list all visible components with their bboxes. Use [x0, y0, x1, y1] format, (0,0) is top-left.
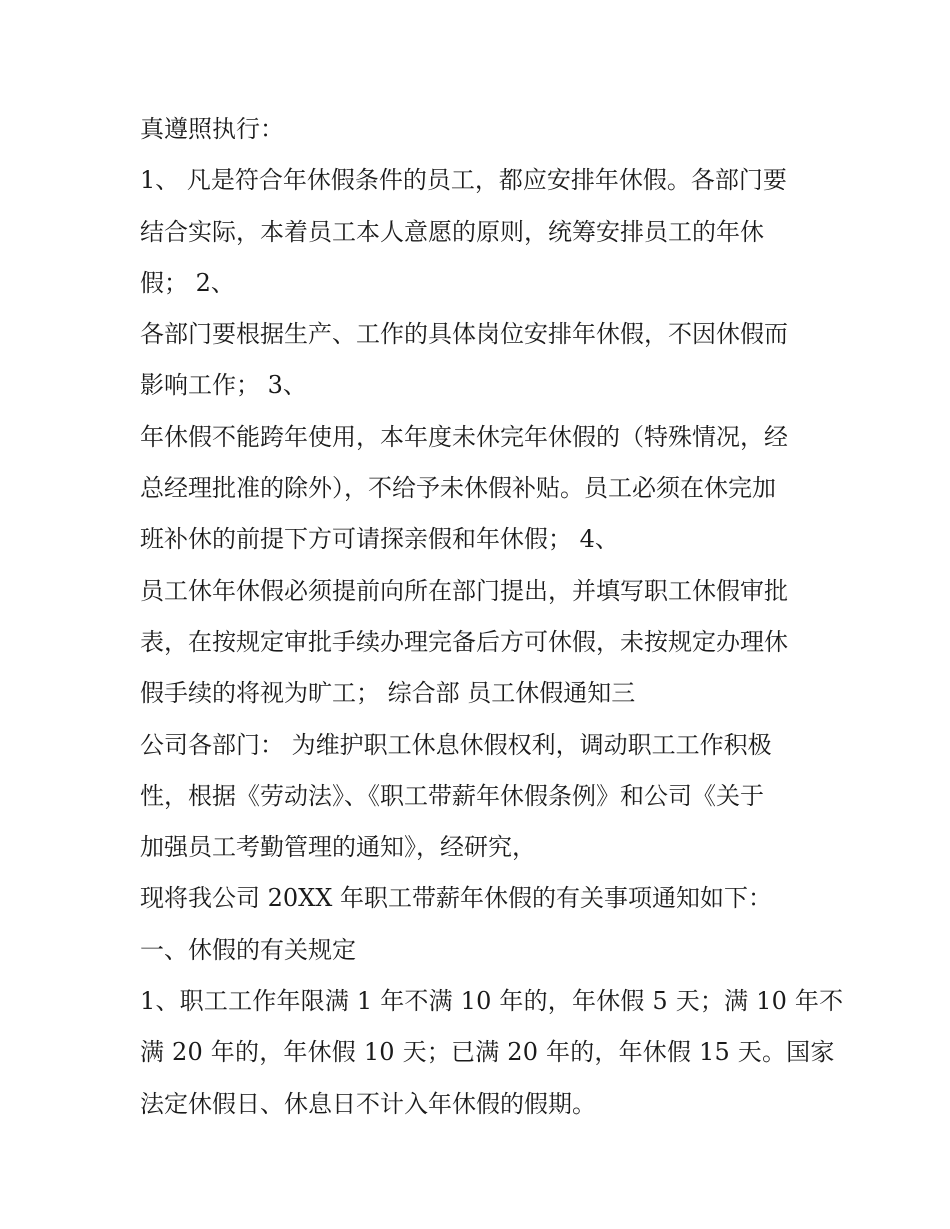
section-heading: 一、休假的有关规定 [140, 935, 356, 964]
text-line: 加强员工考勤管理的通知》，经研究， [140, 833, 536, 862]
text-line: 公司各部门： 为维护职工休息休假权利，调动职工工作积极 [140, 730, 772, 759]
text-line: 1、职工工作年限满 1 年不满 10 年的，年休假 5 天；满 10 年不 [140, 987, 844, 1016]
text-line: 现将我公司 20XX 年职工带薪年休假的有关事项通知如下： [140, 884, 772, 913]
text-line: 班补休的前提下方可请探亲假和年休假； 4、 [140, 525, 619, 554]
text-line: 表，在按规定审批手续办理完备后方可休假，未按规定办理休 [140, 627, 788, 656]
text-line: 各部门要根据生产、工作的具体岗位安排年休假，不因休假而 [140, 320, 788, 349]
text-line: 真遵照执行： [140, 115, 284, 143]
text-line: 法定休假日、休息日不计入年休假的假期。 [140, 1089, 596, 1118]
text-line: 性，根据《劳动法》、《职工带薪年休假条例》和公司《关于 [140, 781, 764, 810]
text-line: 总经理批准的除外），不给予未休假补贴。员工必须在休完加 [140, 474, 776, 503]
text-line: 结合实际，本着员工本人意愿的原则，统筹安排员工的年休 [140, 217, 764, 246]
text-line: 满 20 年的，年休假 10 天；已满 20 年的，年休假 15 天。国家 [140, 1038, 835, 1067]
text-line: 1、 凡是符合年休假条件的员工，都应安排年休假。各部门要 [140, 166, 787, 195]
document-body [140, 104, 844, 1130]
text-line: 员工休年休假必须提前向所在部门提出，并填写职工休假审批 [140, 576, 788, 605]
text-line: 年休假不能跨年使用，本年度未休完年休假的（特殊情况，经 [140, 422, 788, 451]
text-line: 影响工作； 3、 [140, 371, 307, 400]
text-line: 假； 2、 [140, 268, 235, 297]
text-line: 假手续的将视为旷工； 综合部 员工休假通知三 [140, 679, 636, 708]
